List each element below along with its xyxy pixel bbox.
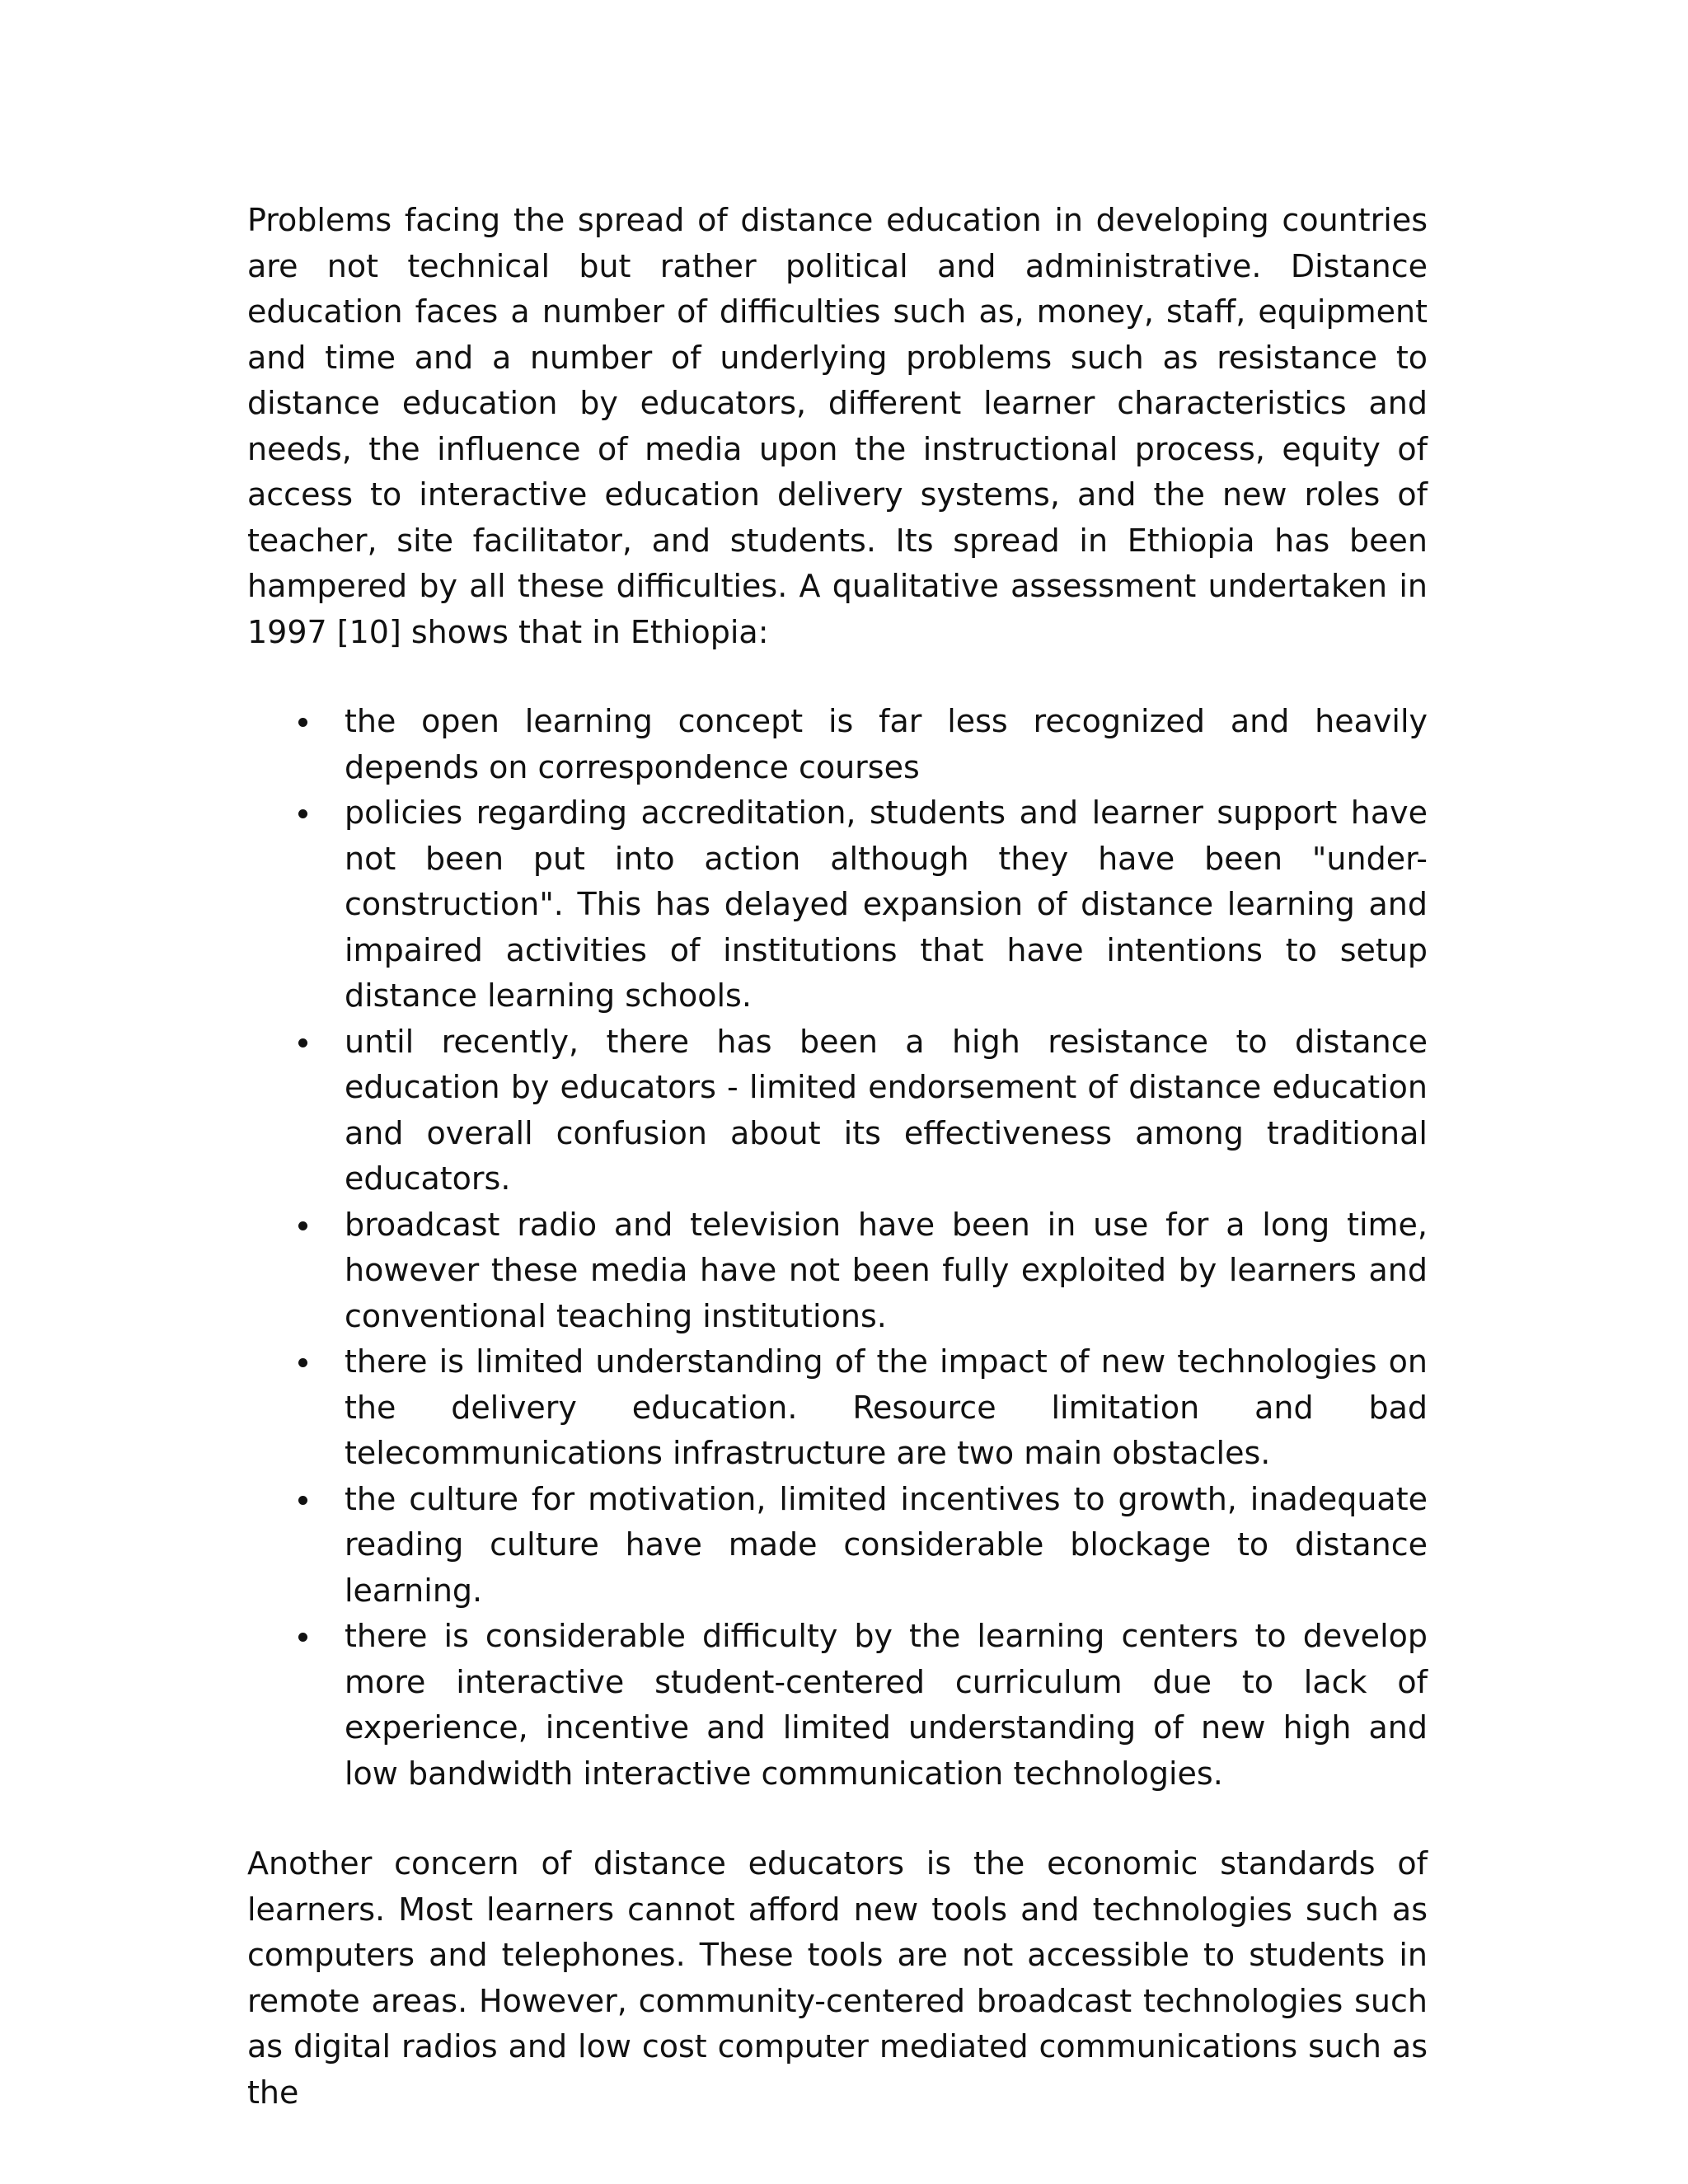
bullet-icon: [298, 1358, 307, 1367]
list-item-text: broadcast radio and television have been in use for a long time, however these media have not been fully exploited by learners and conventional teaching institutions.: [345, 1206, 1428, 1334]
closing-paragraph: Another concern of distance educators is the economic standards of learners. Most learners cannot afford new tools and technologies such as computers and telephones. These tools are not accessible to students in remote areas. However, community-centered broadcast technologies such as digital radios and low cost computer mediated communications such as the: [247, 1845, 1428, 2111]
list-item-text: until recently, there has been a high resistance to distance education by educators - limited endorsement of distance education and overall confusion about its effectiveness among traditional educators.: [345, 1023, 1428, 1197]
list-item: [247, 1202, 1428, 1340]
document-page: [247, 198, 1428, 2111]
list-item: [247, 1019, 1428, 1202]
list-item: [247, 699, 1428, 790]
list-item-text: there is considerable difficulty by the learning centers to develop more interactive student-centered curriculum due to lack of experience, incentive and limited understanding of new high and low bandwidth interactive communication technologies.: [345, 1618, 1428, 1792]
bullet-icon: [298, 1496, 307, 1505]
list-item: [247, 790, 1428, 1019]
list-item-text: there is limited understanding of the impact of new technologies on the delivery education. Resource limitation and bad telecommunications infrastructure are two main obstacles.: [345, 1343, 1428, 1471]
list-item: [247, 1614, 1428, 1797]
intro-paragraph: Problems facing the spread of distance education in developing countries are not technical but rather political and administrative. Distance education faces a number of difficulties such as, money, staff, equipment and time and a number of underlying problems such as resistance to distance education by educators, different learner characteristics and needs, the influence of media upon the instructional process, equity of access to interactive education delivery systems, and the new roles of teacher, site facilitator, and students. Its spread in Ethiopia has been hampered by all these difficulties. A qualitative assessment undertaken in 1997 [10] shows that in Ethiopia:: [247, 202, 1428, 650]
bullet-icon: [298, 1633, 307, 1642]
bullet-icon: [298, 809, 307, 818]
list-item-text: the culture for motivation, limited incentives to growth, inadequate reading culture have made considerable blockage to distance learning.: [345, 1480, 1428, 1609]
bullet-icon: [298, 718, 307, 727]
list-item: [247, 1477, 1428, 1615]
list-item: [247, 1339, 1428, 1477]
bullet-icon: [298, 1038, 307, 1047]
list-item-text: policies regarding accreditation, students and learner support have not been put into action although they have been "under-construction". This has delayed expansion of distance learning and impaired activities of institutions that have intentions to setup distance learning schools.: [345, 794, 1428, 1014]
list-item-text: the open learning concept is far less recognized and heavily depends on correspondence courses: [345, 703, 1428, 785]
bullet-icon: [298, 1221, 307, 1230]
assessment-findings-list: [247, 699, 1428, 1797]
